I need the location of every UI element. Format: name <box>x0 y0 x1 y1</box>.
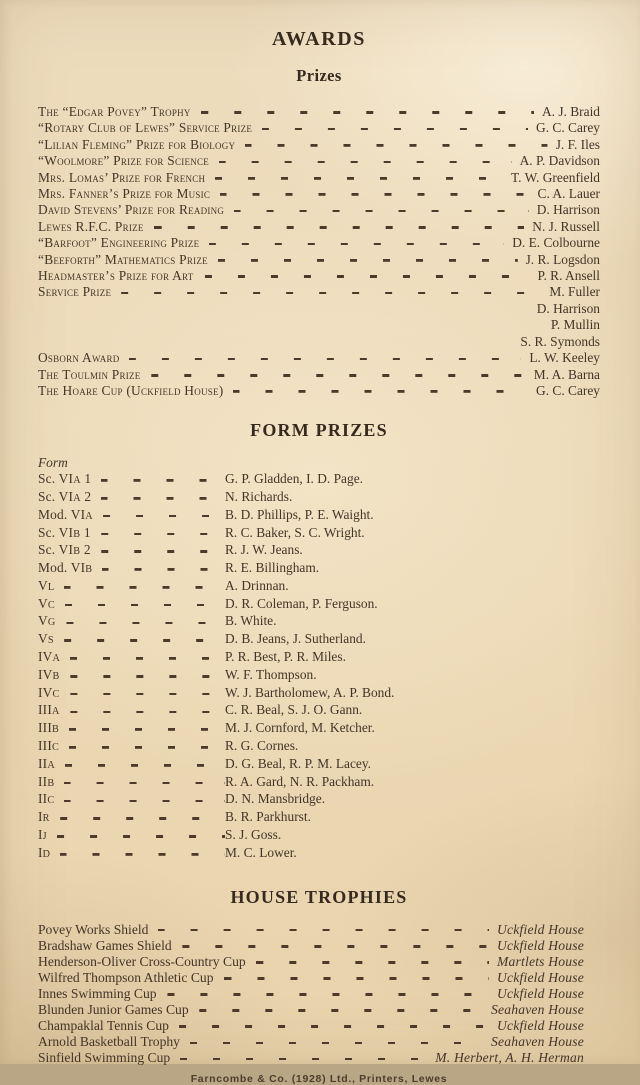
prize-name: “Lilian Fleming” Prize for Biology <box>38 136 236 152</box>
form-label-group <box>38 507 225 525</box>
form-label-group <box>38 525 225 543</box>
prize-row <box>38 252 600 268</box>
form-sub-letter: A <box>85 510 93 522</box>
dash-leader <box>60 817 225 820</box>
house-trophy-row <box>38 970 584 986</box>
dash-leader <box>70 693 225 696</box>
prize-recipient: L. W. Keeley <box>529 350 600 366</box>
form-prize-winners: A. Drinnan. <box>225 577 289 593</box>
dash-leader <box>65 604 225 607</box>
dash-leader <box>256 961 489 964</box>
dash-leader <box>245 144 547 147</box>
form-prize-row <box>38 631 600 649</box>
dash-leader <box>234 210 529 213</box>
dash-leader <box>57 835 225 838</box>
prize-name: The Toulmin Prize <box>38 366 141 382</box>
dash-leader <box>69 728 225 731</box>
form-sub-letter: A <box>52 653 61 665</box>
form-sub-letter: C <box>47 795 55 807</box>
form-sub-letter: B <box>47 777 55 789</box>
form-prize-row <box>38 542 600 560</box>
form-label: VG <box>38 613 56 629</box>
form-label: Sc. VIA 1 <box>38 471 92 487</box>
prize-recipient: N. J. Russell <box>532 218 600 234</box>
prize-name: “Barfoot” Engineering Prize <box>38 235 200 251</box>
form-label: IVA <box>38 649 61 665</box>
form-prize-winners: B. R. Parkhurst. <box>225 809 311 825</box>
form-sub-letter: B <box>73 546 81 558</box>
form-label: Sc. VIB 1 <box>38 524 91 540</box>
form-label: IIC <box>38 791 55 807</box>
awards-heading: AWARDS <box>271 28 367 50</box>
prize-row <box>38 170 600 186</box>
trophy-winner: Uckfield House <box>497 921 584 937</box>
prize-recipient: G. C. Carey <box>536 120 600 136</box>
prize-name: “Rotary Club of Lewes” Service Prize <box>38 120 253 136</box>
dash-leader <box>64 586 225 589</box>
dash-leader <box>167 993 489 996</box>
form-label: IIIA <box>38 702 60 718</box>
prize-recipient: C. A. Lauer <box>537 186 600 202</box>
trophy-name: Wilfred Thompson Athletic Cup <box>38 969 214 985</box>
form-prize-row <box>38 489 600 507</box>
dash-leader <box>66 622 225 625</box>
prize-recipient: S. R. Symonds <box>520 333 600 349</box>
form-prize-row <box>38 649 600 667</box>
form-prize-row <box>38 809 600 827</box>
dash-leader <box>69 746 225 749</box>
dash-leader <box>60 853 225 856</box>
form-sub-letter: B <box>85 564 93 576</box>
form-prize-winners: S. J. Goss. <box>225 827 282 843</box>
dash-leader <box>199 1009 483 1012</box>
dash-leader <box>224 977 489 980</box>
form-prize-winners: W. F. Thompson. <box>225 666 317 682</box>
dash-leader <box>209 243 504 246</box>
prize-row <box>38 104 600 120</box>
dash-leader <box>64 639 225 642</box>
prize-recipient: A. P. Davidson <box>519 153 600 169</box>
trophy-winner: Martlets House <box>497 953 584 969</box>
form-label-group <box>38 560 225 578</box>
form-sub-letter: D <box>42 848 51 860</box>
form-label-group <box>38 649 225 667</box>
dash-leader <box>204 275 530 278</box>
prize-name: Osborn Award <box>38 350 120 366</box>
form-column-label: Form <box>38 455 68 471</box>
dash-leader <box>218 259 518 262</box>
prize-row <box>38 120 600 136</box>
form-label-group <box>38 791 225 809</box>
form-prize-winners: R. C. Baker, S. C. Wright. <box>225 524 365 540</box>
form-prize-winners: R. A. Gard, N. R. Packham. <box>225 773 375 789</box>
form-label-group <box>38 738 225 756</box>
form-prize-winners: C. R. Beal, S. J. O. Gann. <box>225 702 363 718</box>
form-label-group <box>38 702 225 720</box>
dash-leader <box>70 711 225 714</box>
form-prize-winners: P. R. Best, P. R. Miles. <box>225 649 346 665</box>
prize-recipient: D. Harrison <box>536 202 600 218</box>
dash-leader <box>158 929 489 932</box>
trophy-name: Arnold Basketball Trophy <box>38 1034 180 1050</box>
form-prize-row <box>38 738 600 756</box>
form-prize-row <box>38 525 600 543</box>
form-prizes-list <box>38 471 600 863</box>
dash-leader <box>215 177 503 180</box>
form-prize-row <box>38 845 600 863</box>
house-trophy-row <box>38 922 584 938</box>
form-label: IIIC <box>38 738 60 754</box>
form-label: Mod. VIB <box>38 560 93 576</box>
form-prize-winners: R. G. Cornes. <box>225 738 299 754</box>
prize-recipient-row <box>38 317 600 333</box>
dash-leader <box>121 292 541 295</box>
trophy-name: Bradshaw Games Shield <box>38 937 172 953</box>
prize-name: The Hoare Cup (Uckfield House) <box>38 382 224 398</box>
house-trophies-list <box>38 922 600 1067</box>
form-prize-row <box>38 507 600 525</box>
trophy-name: Blunden Junior Games Cup <box>38 1002 189 1018</box>
form-sub-letter: A <box>51 706 60 718</box>
form-label: VC <box>38 595 55 611</box>
form-prize-winners: D. B. Jeans, J. Sutherland. <box>225 631 366 647</box>
dash-leader <box>102 568 225 571</box>
prize-name: David Stevens’ Prize for Reading <box>38 202 225 218</box>
form-label-group <box>38 667 225 685</box>
form-label-group <box>38 845 225 863</box>
dash-leader <box>180 1058 427 1061</box>
trophy-name: Povey Works Shield <box>38 921 149 937</box>
prizes-subheading: Prizes <box>296 66 342 85</box>
form-sub-letter: A <box>47 759 55 771</box>
trophy-winner: Uckfield House <box>497 937 584 953</box>
trophy-winner: Seahaven House <box>490 1034 584 1050</box>
form-sub-letter: J <box>42 831 47 843</box>
form-prize-row <box>38 667 600 685</box>
prize-recipient: D. E. Colbourne <box>512 235 600 251</box>
form-label-group <box>38 827 225 845</box>
dash-leader <box>101 497 225 500</box>
form-prize-row <box>38 827 600 845</box>
form-label: Mod. VIA <box>38 506 93 522</box>
form-sub-letter: A <box>73 475 81 487</box>
house-trophy-row <box>38 1018 584 1034</box>
trophy-name: Innes Swimming Cup <box>38 986 157 1002</box>
house-trophy-row <box>38 986 584 1002</box>
form-label: Sc. VIA 2 <box>38 488 92 504</box>
house-trophy-row <box>38 938 584 954</box>
trophy-name: Champaklal Tennis Cup <box>38 1018 169 1034</box>
form-prize-winners: G. P. Gladden, I. D. Page. <box>225 471 363 487</box>
prize-name: Mrs. Fanner’s Prize for Music <box>38 186 211 202</box>
dash-leader <box>103 515 225 518</box>
trophy-winner: Uckfield House <box>497 1018 584 1034</box>
dash-leader <box>64 782 225 785</box>
form-sub-letter: A <box>73 492 81 504</box>
form-label: IR <box>38 809 50 825</box>
form-label: IIIB <box>38 720 60 736</box>
prize-row <box>38 186 600 202</box>
form-prize-row <box>38 471 600 489</box>
prize-name: Headmaster’s Prize for Art <box>38 268 194 284</box>
form-label: IIB <box>38 773 55 789</box>
trophy-winner: Seahaven House <box>490 1002 584 1018</box>
prize-row <box>38 137 600 153</box>
form-label-group <box>38 720 225 738</box>
dash-leader <box>233 390 528 393</box>
form-label: IVB <box>38 666 60 682</box>
form-label: VL <box>38 577 55 593</box>
form-label: Sc. VIB 2 <box>38 542 91 558</box>
form-label-group <box>38 596 225 614</box>
form-label-group <box>38 489 225 507</box>
prize-name: The “Edgar Povey” Trophy <box>38 104 191 119</box>
trophy-winner: M. Herbert, A. H. Herman <box>435 1050 584 1066</box>
form-label-group <box>38 774 225 792</box>
prize-name: “Woolmore” Prize for Science <box>38 153 209 169</box>
form-sub-letter: L <box>47 581 55 593</box>
prize-row <box>38 367 600 383</box>
dash-leader <box>65 764 225 767</box>
dash-leader <box>151 374 526 377</box>
form-label: IVC <box>38 684 60 700</box>
house-trophy-row <box>38 1050 584 1066</box>
form-prize-winners: B. White. <box>225 613 277 629</box>
house-trophy-row <box>38 1002 584 1018</box>
form-label-group <box>38 613 225 631</box>
form-label: VS <box>38 631 54 647</box>
prize-recipient: D. Harrison <box>536 300 600 316</box>
prize-row <box>38 235 600 251</box>
dash-leader <box>129 358 521 361</box>
trophy-name: Henderson-Oliver Cross-Country Cup <box>38 953 246 969</box>
form-label: IJ <box>38 827 47 843</box>
prize-name: Lewes R.F.C. Prize <box>38 218 144 234</box>
prize-row <box>38 268 600 284</box>
dash-leader <box>182 945 489 948</box>
form-prize-row <box>38 685 600 703</box>
dash-leader <box>201 111 534 114</box>
prize-row <box>38 284 600 300</box>
form-prize-row <box>38 774 600 792</box>
form-prize-row <box>38 791 600 809</box>
prize-name: Service Prize <box>38 284 112 300</box>
prize-row <box>38 383 600 399</box>
prize-row <box>38 153 600 169</box>
form-prize-row <box>38 720 600 738</box>
form-prize-winners: B. D. Phillips, P. E. Waight. <box>225 506 374 522</box>
prize-name: Mrs. Lomas’ Prize for French <box>38 169 206 185</box>
form-label-group <box>38 631 225 649</box>
form-sub-letter: C <box>51 742 60 754</box>
house-trophies-heading: HOUSE TROPHIES <box>230 886 408 907</box>
house-trophy-row <box>38 1034 584 1050</box>
prize-row <box>38 219 600 235</box>
form-label: ID <box>38 844 51 860</box>
prize-recipient: G. C. Carey <box>536 382 600 398</box>
prize-recipient: M. A. Barna <box>533 366 600 382</box>
form-label-group <box>38 685 225 703</box>
form-prize-winners: D. G. Beal, R. P. M. Lacey. <box>225 755 372 771</box>
house-trophy-row <box>38 954 584 970</box>
dash-leader <box>70 675 225 678</box>
trophy-winner: Uckfield House <box>497 969 584 985</box>
form-label-group <box>38 756 225 774</box>
form-prize-winners: M. J. Cornford, M. Ketcher. <box>225 720 375 736</box>
form-prize-row <box>38 702 600 720</box>
dash-leader <box>154 226 525 229</box>
prize-row <box>38 202 600 218</box>
form-label-group <box>38 809 225 827</box>
dash-leader <box>101 479 225 482</box>
form-prize-winners: R. J. W. Jeans. <box>225 542 303 558</box>
prize-recipient: J. R. Logsdon <box>525 251 600 267</box>
form-sub-letter: R <box>42 813 50 825</box>
form-sub-letter: S <box>47 635 54 647</box>
form-prize-winners: D. R. Coleman, P. Ferguson. <box>225 595 378 611</box>
form-prize-row <box>38 578 600 596</box>
form-sub-letter: C <box>52 688 60 700</box>
trophy-winner: Uckfield House <box>497 986 584 1002</box>
form-prize-row <box>38 596 600 614</box>
dash-leader <box>179 1025 489 1028</box>
dash-leader <box>220 193 529 196</box>
prize-name: “Beeforth” Mathematics Prize <box>38 251 208 267</box>
form-prize-winners: R. E. Billingham. <box>225 560 320 576</box>
form-prize-row <box>38 560 600 578</box>
prize-recipient-row <box>38 334 600 350</box>
dash-leader <box>190 1042 483 1045</box>
form-prizes-heading: FORM PRIZES <box>250 420 388 441</box>
dash-leader <box>64 800 225 803</box>
prize-recipient: T. W. Greenfield <box>511 169 600 185</box>
prizes-list <box>38 104 600 399</box>
dash-leader <box>262 128 528 131</box>
form-sub-letter: C <box>47 599 55 611</box>
form-label-group <box>38 542 225 560</box>
dash-leader <box>219 161 512 164</box>
prize-recipient: P. R. Ansell <box>537 268 600 284</box>
form-prize-winners: M. C. Lower. <box>225 844 297 860</box>
printer-credit: Farncombe & Co. (1928) Ltd., Printers, Lewes <box>190 1073 448 1085</box>
dash-leader <box>101 550 225 553</box>
form-sub-letter: B <box>52 670 60 682</box>
form-sub-letter: B <box>73 528 81 540</box>
prize-recipient-row <box>38 301 600 317</box>
form-prize-winners: N. Richards. <box>225 488 293 504</box>
form-label-group <box>38 471 225 489</box>
prize-recipient: M. Fuller <box>549 284 600 300</box>
trophy-name: Sinfield Swimming Cup <box>38 1050 171 1066</box>
form-sub-letter: G <box>47 617 56 629</box>
form-sub-letter: B <box>51 724 60 736</box>
dash-leader <box>70 657 225 660</box>
form-prize-winners: W. J. Bartholomew, A. P. Bond. <box>225 684 395 700</box>
prize-recipient: J. F. Iles <box>555 136 600 152</box>
prize-row <box>38 350 600 366</box>
form-label: IIA <box>38 755 55 771</box>
form-prize-winners: D. N. Mansbridge. <box>225 791 326 807</box>
prize-recipient: P. Mullin <box>550 317 600 333</box>
form-prize-row <box>38 756 600 774</box>
form-prize-row <box>38 613 600 631</box>
dash-leader <box>101 533 225 536</box>
prize-recipient: A. J. Braid <box>541 104 600 119</box>
form-label-group <box>38 578 225 596</box>
